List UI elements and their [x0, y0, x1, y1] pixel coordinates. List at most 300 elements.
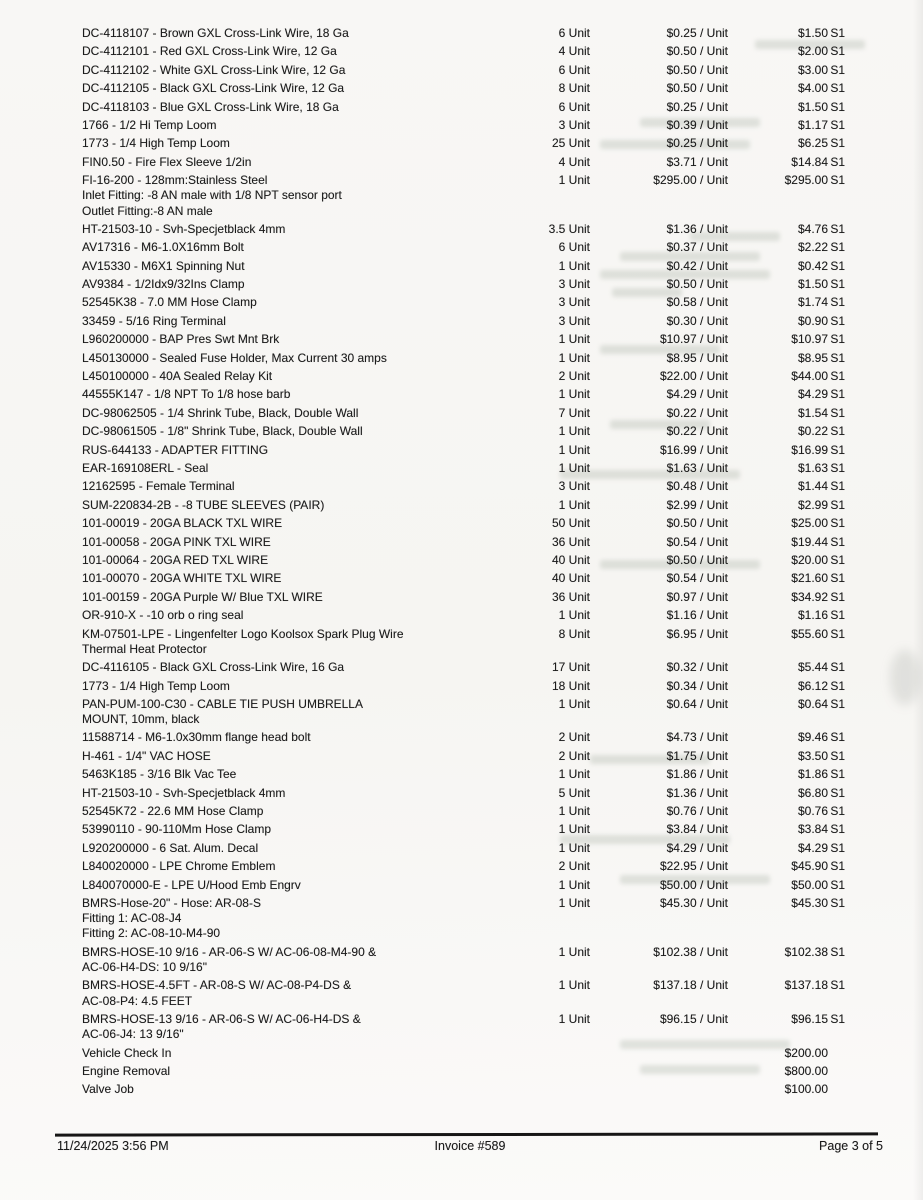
line-item-row [0, 878, 923, 893]
item-tax-code: S1 [830, 767, 845, 782]
item-unit-price: $0.30 / Unit [666, 313, 728, 328]
item-description-cell [82, 749, 482, 764]
item-description-cell [82, 461, 482, 476]
item-total-cell [728, 1082, 845, 1097]
item-description: 101-00070 - 20GA WHITE TXL WIRE [82, 571, 282, 586]
item-total-cell [728, 553, 845, 568]
line-item-row [0, 369, 923, 384]
item-total: $0.76 [797, 804, 828, 819]
item-description: Valve Job [82, 1082, 134, 1097]
item-quantity: 1 Unit [558, 877, 590, 892]
item-tax-code [828, 1046, 845, 1061]
item-unit-price: $0.54 / Unit [666, 571, 728, 586]
item-total-cell [728, 100, 845, 115]
item-tax-code: S1 [830, 944, 845, 959]
item-tax-code: S1 [830, 173, 845, 188]
item-description-cell [82, 1064, 482, 1079]
item-unit-price: $0.22 / Unit [666, 424, 728, 439]
line-item-row [0, 387, 923, 402]
line-item-row [0, 155, 923, 170]
item-quantity: 1 Unit [558, 350, 590, 365]
line-item-row [0, 222, 923, 237]
item-quantity: 1 Unit [558, 424, 590, 439]
item-quantity: 5 Unit [558, 785, 590, 800]
item-description-cell [82, 627, 482, 657]
item-description: FIN0.50 - Fire Flex Sleeve 1/2in [82, 154, 252, 169]
line-item-row [0, 896, 923, 942]
item-description-cell [82, 822, 482, 837]
item-description: 1773 - 1/4 High Temp Loom [82, 136, 230, 151]
print-timestamp: 11/24/2025 3:56 PM [57, 1139, 169, 1153]
item-quantity: 1 Unit [558, 804, 590, 819]
item-total: $1.50 [797, 277, 828, 292]
item-total: $4.29 [797, 840, 828, 855]
item-description-cell [82, 100, 482, 115]
item-total-cell [728, 136, 845, 151]
item-description: SUM-220834-2B - -8 TUBE SLEEVES (PAIR) [82, 497, 325, 512]
item-unit-price: $0.50 / Unit [666, 516, 728, 531]
item-unit-price: $0.76 / Unit [666, 804, 728, 819]
item-tax-code: S1 [830, 405, 845, 420]
item-description-continuation: Inlet Fitting: -8 AN male with 1/8 NPT sensor port [82, 188, 342, 203]
line-item-row [0, 767, 923, 782]
line-item-row [0, 608, 923, 623]
item-description: 52545K38 - 7.0 MM Hose Clamp [82, 295, 257, 310]
item-tax-code: S1 [830, 240, 845, 255]
item-description-cell [82, 26, 482, 41]
item-quantity: 1 Unit [558, 896, 590, 910]
item-total-cell [728, 878, 845, 893]
item-description-continuation: Fitting 2: AC-08-10-M4-90 [82, 926, 221, 941]
item-tax-code: S1 [830, 822, 845, 837]
item-total-cell [728, 351, 845, 366]
line-item-row [0, 314, 923, 329]
line-item-row [0, 804, 923, 819]
item-quantity: 3 Unit [558, 295, 590, 310]
item-description-continuation: Outlet Fitting:-8 AN male [82, 203, 213, 218]
line-item-row [0, 627, 923, 657]
item-quantity: 25 Unit [551, 136, 590, 151]
item-total: $0.64 [797, 696, 828, 711]
item-quantity: 2 Unit [558, 369, 590, 384]
item-total-cell [728, 369, 845, 384]
line-item-row [0, 332, 923, 347]
item-total-cell [728, 730, 845, 745]
item-unit-price: $137.18 / Unit [653, 978, 728, 993]
item-description-cell [82, 878, 482, 893]
item-total-cell [728, 590, 845, 605]
item-total-cell [728, 571, 845, 586]
item-total: $1.17 [797, 117, 828, 132]
item-description: BMRS-HOSE-4.5FT - AR-08-S W/ AC-08-P4-DS & [82, 978, 352, 993]
line-item-row [0, 136, 923, 151]
item-unit-price: $4.73 / Unit [666, 730, 728, 745]
item-unit-price: $0.50 / Unit [666, 81, 728, 96]
item-tax-code: S1 [830, 678, 845, 693]
item-total-cell [728, 332, 845, 347]
item-total-cell [728, 259, 845, 274]
item-total-cell [728, 978, 845, 993]
item-total-cell [728, 749, 845, 764]
item-description: BMRS-HOSE-10 9/16 - AR-06-S W/ AC-06-08-M4-90 & [82, 944, 377, 959]
item-total-cell [728, 295, 845, 310]
item-total-cell [728, 516, 845, 531]
item-total: $10.97 [791, 332, 828, 347]
item-description-cell [82, 173, 482, 219]
item-total-cell [728, 786, 845, 801]
item-total-cell [728, 767, 845, 782]
item-total-cell [728, 945, 845, 960]
item-description: DC-4118107 - Brown GXL Cross-Link Wire, 18 Ga [82, 26, 349, 40]
item-description-cell [82, 498, 482, 513]
item-total: $9.46 [797, 730, 828, 745]
item-description-continuation: Thermal Heat Protector [82, 641, 207, 656]
item-unit-price: $0.50 / Unit [666, 552, 728, 567]
item-unit-price: $4.29 / Unit [666, 387, 728, 402]
item-unit-price: $1.36 / Unit [666, 221, 728, 236]
item-description-cell [82, 660, 482, 675]
item-unit-price: $3.71 / Unit [666, 154, 728, 169]
item-total-cell [728, 679, 845, 694]
item-total: $102.38 [784, 944, 828, 959]
item-tax-code: S1 [830, 877, 845, 892]
item-description-cell [82, 136, 482, 151]
item-description: BMRS-HOSE-13 9/16 - AR-06-S W/ AC-06-H4-DS & [82, 1011, 361, 1026]
item-tax-code: S1 [830, 62, 845, 77]
item-description: DC-4112105 - Black GXL Cross-Link Wire, 12 Ga [82, 81, 345, 96]
item-unit-price: $2.99 / Unit [666, 497, 728, 512]
item-quantity: 1 Unit [558, 442, 590, 457]
line-item-row [0, 240, 923, 255]
item-unit-price: $3.84 / Unit [666, 822, 728, 837]
item-total-cell [728, 173, 845, 188]
item-tax-code: S1 [830, 589, 845, 604]
item-tax-code: S1 [830, 730, 845, 745]
item-total: $4.29 [797, 387, 828, 402]
item-total: $21.60 [791, 571, 828, 586]
item-total: $0.90 [797, 313, 828, 328]
item-description-cell [82, 406, 482, 421]
item-description: EAR-169108ERL - Seal [82, 461, 209, 475]
item-quantity: 6 Unit [558, 240, 590, 255]
item-total-cell [728, 535, 845, 550]
item-description-cell [82, 240, 482, 255]
line-item-row [0, 553, 923, 568]
item-description-cell [82, 277, 482, 292]
line-item-row [0, 749, 923, 764]
line-item-row [0, 1046, 923, 1061]
item-description-cell [82, 63, 482, 78]
item-tax-code: S1 [830, 350, 845, 365]
item-description: RUS-644133 - ADAPTER FITTING [82, 442, 269, 457]
line-item-row [0, 1064, 923, 1079]
line-item-row [0, 660, 923, 675]
line-item-row [0, 26, 923, 41]
item-description: HT-21503-10 - Svh-Specjetblack 4mm [82, 785, 286, 800]
item-total: $2.22 [797, 240, 828, 255]
item-unit-price: $0.25 / Unit [666, 136, 728, 151]
item-quantity: 6 Unit [558, 62, 590, 77]
item-description: DC-98061505 - 1/8" Shrink Tube, Black, Double Wall [82, 424, 363, 439]
line-item-row [0, 173, 923, 219]
item-description: FI-16-200 - 128mm:Stainless Steel [82, 173, 268, 188]
item-unit-price: $0.34 / Unit [666, 678, 728, 693]
item-tax-code: S1 [830, 626, 845, 641]
item-unit-price: $8.95 / Unit [666, 350, 728, 365]
item-quantity: 4 Unit [558, 44, 590, 59]
item-total-cell [728, 63, 845, 78]
item-unit-price: $0.42 / Unit [666, 258, 728, 273]
item-quantity: 1 Unit [558, 840, 590, 855]
item-description-cell [82, 697, 482, 727]
item-tax-code: S1 [830, 424, 845, 439]
item-description: DC-4112101 - Red GXL Cross-Link Wire, 12 Ga [82, 44, 337, 59]
item-total: $1.86 [797, 767, 828, 782]
item-total-cell [728, 627, 845, 642]
item-tax-code: S1 [830, 313, 845, 328]
line-item-row [0, 44, 923, 59]
item-description-cell [82, 516, 482, 531]
item-total: $16.99 [791, 442, 828, 457]
item-quantity: 1 Unit [558, 608, 590, 623]
item-unit-price: $22.00 / Unit [659, 369, 728, 384]
line-item-row [0, 841, 923, 856]
item-description-cell [82, 896, 482, 942]
line-item-row [0, 859, 923, 874]
item-unit-price: $1.36 / Unit [666, 785, 728, 800]
item-description-cell [82, 81, 482, 96]
item-total-cell [728, 81, 845, 96]
item-description: 1766 - 1/2 Hi Temp Loom [82, 117, 217, 132]
item-description-continuation: AC-06-H4-DS: 10 9/16" [82, 960, 207, 974]
item-total-cell [728, 1064, 845, 1079]
item-quantity: 1 Unit [558, 332, 590, 347]
item-total-cell [728, 498, 845, 513]
item-total: $295.00 [784, 173, 828, 188]
line-item-row [0, 978, 923, 1008]
item-total: $1.74 [797, 295, 828, 310]
item-tax-code: S1 [830, 859, 845, 874]
item-total: $200.00 [784, 1045, 828, 1060]
item-quantity: 1 Unit [558, 387, 590, 402]
item-description-cell [82, 424, 482, 439]
item-quantity: 1 Unit [558, 461, 590, 475]
line-item-row [0, 822, 923, 837]
item-total-cell [728, 822, 845, 837]
line-item-row [0, 406, 923, 421]
line-item-row [0, 697, 923, 727]
item-total: $1.63 [797, 461, 828, 475]
item-total: $8.95 [797, 350, 828, 365]
item-total: $137.18 [784, 978, 828, 993]
item-description: Vehicle Check In [82, 1045, 172, 1060]
item-total: $96.15 [791, 1011, 828, 1026]
item-tax-code: S1 [830, 696, 845, 711]
item-quantity: 1 Unit [558, 822, 590, 837]
item-description: H-461 - 1/4" VAC HOSE [82, 748, 211, 763]
item-unit-price: $1.75 / Unit [666, 748, 728, 763]
item-total: $1.16 [797, 608, 828, 623]
item-tax-code: S1 [830, 387, 845, 402]
item-total-cell [728, 387, 845, 402]
item-description: 5463K185 - 3/16 Blk Vac Tee [82, 767, 237, 782]
item-unit-price: $1.86 / Unit [666, 767, 728, 782]
item-tax-code: S1 [830, 81, 845, 96]
item-total-cell [728, 608, 845, 623]
item-unit-price: $96.15 / Unit [659, 1011, 728, 1026]
item-description-cell [82, 767, 482, 782]
item-description-cell [82, 479, 482, 494]
item-unit-price: $1.16 / Unit [666, 608, 728, 623]
item-total-cell [728, 804, 845, 819]
item-quantity: 8 Unit [558, 81, 590, 96]
item-total: $2.99 [797, 497, 828, 512]
item-tax-code: S1 [830, 258, 845, 273]
item-unit-price: $0.58 / Unit [666, 295, 728, 310]
item-total-cell [728, 26, 845, 41]
item-tax-code: S1 [830, 516, 845, 531]
item-tax-code [828, 1082, 845, 1097]
item-quantity: 1 Unit [558, 696, 590, 711]
item-description-cell [82, 443, 482, 458]
item-description: 1773 - 1/4 High Temp Loom [82, 678, 230, 693]
item-total: $45.90 [791, 859, 828, 874]
item-quantity: 2 Unit [558, 748, 590, 763]
item-description: AV9384 - 1/2Idx9/32Ins Clamp [82, 277, 245, 292]
item-total: $6.25 [797, 136, 828, 151]
item-total-cell [728, 859, 845, 874]
item-quantity: 8 Unit [558, 626, 590, 641]
item-description-cell [82, 222, 482, 237]
item-unit-price: $45.30 / Unit [659, 896, 728, 910]
line-item-row [0, 424, 923, 439]
item-tax-code: S1 [830, 840, 845, 855]
item-unit-price: $0.64 / Unit [666, 696, 728, 711]
item-quantity: 50 Unit [551, 516, 590, 531]
item-total: $3.00 [797, 62, 828, 77]
item-quantity: 3 Unit [558, 313, 590, 328]
item-description-cell [82, 978, 482, 1008]
line-item-row [0, 351, 923, 366]
line-item-row [0, 295, 923, 310]
item-total-cell [728, 314, 845, 329]
line-item-row [0, 100, 923, 115]
item-quantity: 4 Unit [558, 154, 590, 169]
item-description-cell [82, 859, 482, 874]
line-item-row [0, 479, 923, 494]
item-quantity: 1 Unit [558, 497, 590, 512]
page-footer [57, 1139, 883, 1154]
line-item-row [0, 590, 923, 605]
item-tax-code: S1 [830, 896, 845, 910]
item-description: DC-4118103 - Blue GXL Cross-Link Wire, 18 Ga [82, 99, 339, 114]
item-total: $1.44 [797, 479, 828, 494]
item-description: DC-4116105 - Black GXL Cross-Link Wire, 16 Ga [82, 660, 345, 675]
line-item-row [0, 679, 923, 694]
item-description-cell [82, 535, 482, 550]
item-total-cell [728, 479, 845, 494]
line-item-row [0, 945, 923, 975]
line-item-row [0, 498, 923, 513]
item-total: $800.00 [784, 1063, 828, 1078]
item-unit-price: $102.38 / Unit [653, 944, 728, 959]
item-unit-price: $0.32 / Unit [666, 660, 728, 675]
item-total-cell [728, 118, 845, 133]
item-tax-code: S1 [830, 785, 845, 800]
item-total: $3.50 [797, 748, 828, 763]
line-item-row [0, 786, 923, 801]
item-description: L840070000-E - LPE U/Hood Emb Engrv [82, 877, 301, 892]
item-total: $25.00 [791, 516, 828, 531]
item-quantity: 3 Unit [558, 117, 590, 132]
item-total: $3.84 [797, 822, 828, 837]
item-description: OR-910-X - -10 orb o ring seal [82, 608, 244, 623]
item-description: KM-07501-LPE - Lingenfelter Logo Koolsox Spark Plug Wire [82, 626, 404, 641]
item-quantity: 1 Unit [558, 767, 590, 782]
item-unit-price: $0.50 / Unit [666, 277, 728, 292]
item-tax-code: S1 [830, 608, 845, 623]
line-item-row [0, 730, 923, 745]
line-items-table [0, 26, 923, 1101]
item-total: $0.42 [797, 258, 828, 273]
item-total-cell [728, 406, 845, 421]
item-total-cell [728, 277, 845, 292]
item-tax-code: S1 [830, 332, 845, 347]
item-description: 53990110 - 90-110Mm Hose Clamp [82, 822, 271, 837]
item-description: 101-00064 - 20GA RED TXL WIRE [82, 552, 269, 567]
item-unit-price: $22.95 / Unit [659, 859, 728, 874]
item-total: $14.84 [791, 154, 828, 169]
item-unit-price: $6.95 / Unit [666, 626, 728, 641]
item-description: PAN-PUM-100-C30 - CABLE TIE PUSH UMBRELLA [82, 696, 363, 711]
item-quantity: 36 Unit [551, 534, 590, 549]
item-description: DC-98062505 - 1/4 Shrink Tube, Black, Double Wall [82, 405, 359, 420]
item-total: $6.12 [797, 678, 828, 693]
line-item-row [0, 535, 923, 550]
item-tax-code: S1 [830, 26, 845, 40]
line-item-row [0, 461, 923, 476]
item-unit-price: $0.39 / Unit [666, 117, 728, 132]
item-tax-code: S1 [830, 461, 845, 475]
item-quantity: 17 Unit [551, 660, 590, 675]
item-tax-code: S1 [830, 369, 845, 384]
item-description-cell [82, 786, 482, 801]
item-total: $20.00 [791, 552, 828, 567]
item-description: AV15330 - M6X1 Spinning Nut [82, 258, 245, 273]
item-description: 33459 - 5/16 Ring Terminal [82, 313, 226, 328]
item-description: BMRS-Hose-20" - Hose: AR-08-S [82, 896, 261, 910]
item-description: DC-4112102 - White GXL Cross-Link Wire, 12 Ga [82, 62, 346, 77]
item-description-cell [82, 679, 482, 694]
line-item-row [0, 571, 923, 586]
item-description-cell [82, 351, 482, 366]
item-tax-code: S1 [830, 44, 845, 59]
item-tax-code: S1 [830, 442, 845, 457]
item-description-continuation: AC-08-P4: 4.5 FEET [82, 993, 193, 1008]
item-unit-price: $0.25 / Unit [666, 26, 728, 40]
item-total: $4.00 [797, 81, 828, 96]
line-item-row [0, 516, 923, 531]
item-total: $6.80 [797, 785, 828, 800]
item-total-cell [728, 443, 845, 458]
item-tax-code: S1 [830, 277, 845, 292]
item-total-cell [728, 896, 845, 911]
line-item-row [0, 259, 923, 274]
item-quantity: 40 Unit [551, 552, 590, 567]
item-description-cell [82, 155, 482, 170]
item-description: AV17316 - M6-1.0X16mm Bolt [82, 240, 244, 255]
item-total: $1.54 [797, 405, 828, 420]
